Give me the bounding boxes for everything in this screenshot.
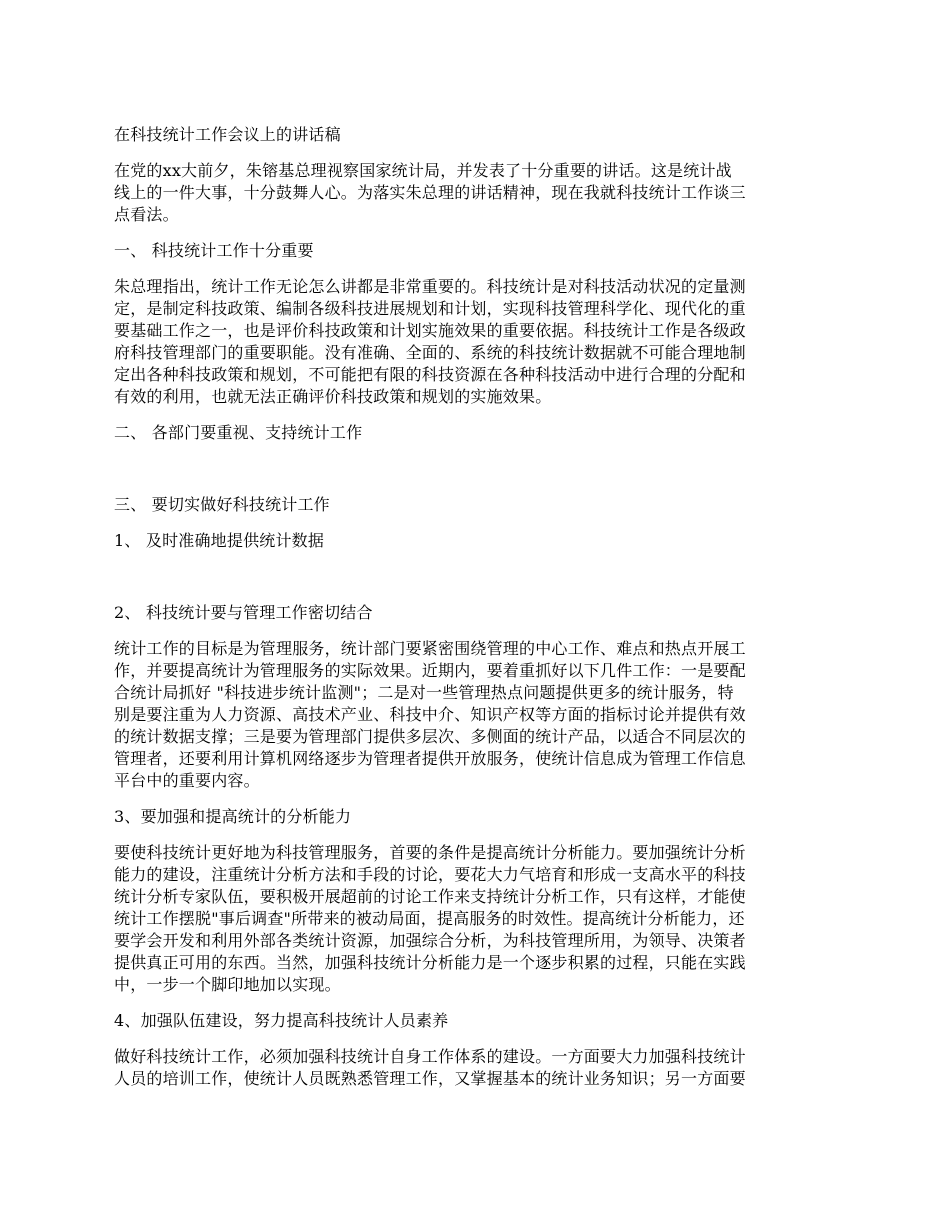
item2-heading: 2、 科技统计要与管理工作密切结合 <box>114 603 373 622</box>
section3-heading: 三、 要切实做好科技统计工作 <box>114 495 330 514</box>
text-line: 统计工作的目标是为管理服务，统计部门要紧密围绕管理的中心工作、难点和热点开展工 <box>114 639 746 658</box>
item3-heading: 3、要加强和提高统计的分析能力 <box>114 807 352 826</box>
text-line: 统计工作摆脱"事后调查"所带来的被动局面，提高服务的时效性。提高统计分析能力，还 <box>114 909 745 928</box>
text-line: 别是要注重为人力资源、高技术产业、科技中介、知识产权等方面的指标讨论并提供有效 <box>114 705 746 724</box>
text-line: 在党的xx大前夕，朱镕基总理视察国家统计局，并发表了十分重要的讲话。这是统计战 <box>114 161 732 180</box>
text-line: 合统计局抓好 "科技进步统计监测"；二是对一些管理热点问题提供更多的统计服务，特 <box>114 683 734 702</box>
section1-heading: 一、 科技统计工作十分重要 <box>114 241 314 260</box>
text-line: 平台中的重要内容。 <box>114 771 260 790</box>
text-line: 要学会开发和利用外部各类统计资源，加强综合分析，为科技管理所用，为领导、决策者 <box>114 931 746 950</box>
intro-paragraph <box>114 160 840 226</box>
text-line: 的统计数据支撑；三是要为管理部门提供多层次、多侧面的统计产品，以适合不同层次的 <box>114 727 746 746</box>
text-line: 能力的建设，注重统计分析方法和手段的讨论，要花大力气培育和形成一支高水平的科技 <box>114 865 746 884</box>
text-line: 作，并要提高统计为管理服务的实际效果。近期内，要着重抓好以下几件工作：一是要配 <box>114 661 746 680</box>
item4-paragraph <box>114 1046 840 1090</box>
text-line: 管理者，还要利用计算机网络逐步为管理者提供开放服务，使统计信息成为管理工作信息 <box>114 749 746 768</box>
text-line: 要基础工作之一，也是评价科技政策和计划实施效果的重要依据。科技统计工作是各级政 <box>114 321 746 340</box>
text-line: 有效的利用，也就无法正确评价科技政策和规划的实施效果。 <box>114 387 552 406</box>
text-line: 中，一步一个脚印地加以实现。 <box>114 975 341 994</box>
text-line: 定出各种科技政策和规划，不可能把有限的科技资源在各种科技活动中进行合理的分配和 <box>114 365 746 384</box>
text-line: 提供真正可用的东西。当然，加强科技统计分析能力是一个逐步积累的过程，只能在实践 <box>114 953 746 972</box>
text-line: 人员的培训工作，使统计人员既熟悉管理工作，又掌握基本的统计业务知识；另一方面要 <box>114 1069 746 1088</box>
text-line: 线上的一件大事，十分鼓舞人心。为落实朱总理的讲话精神，现在我就科技统计工作谈三 <box>114 183 746 202</box>
text-line: 定，是制定科技政策、编制各级科技进展规划和计划，实现科技管理科学化、现代化的重 <box>114 299 746 318</box>
section1-paragraph <box>114 276 840 408</box>
text-line: 府科技管理部门的重要职能。没有准确、全面的、系统的科技统计数据就不可能合理地制 <box>114 343 746 362</box>
item4-heading: 4、加强队伍建设，努力提高科技统计人员素养 <box>114 1011 449 1030</box>
section2-heading: 二、 各部门要重视、支持统计工作 <box>114 423 363 442</box>
text-line: 统计分析专家队伍，要积极开展超前的讨论工作来支持统计分析工作，只有这样，才能使 <box>114 887 746 906</box>
text-line: 朱总理指出，统计工作无论怎么讲都是非常重要的。科技统计是对科技活动状况的定量测 <box>114 277 746 296</box>
text-line: 点看法。 <box>114 205 179 224</box>
document-title: 在科技统计工作会议上的讲话稿 <box>114 125 341 144</box>
text-line: 做好科技统计工作，必须加强科技统计自身工作体系的建设。一方面要大力加强科技统计 <box>114 1047 746 1066</box>
item1-heading: 1、 及时准确地提供统计数据 <box>114 531 325 550</box>
item2-paragraph <box>114 638 840 792</box>
text-line: 要使科技统计更好地为科技管理服务，首要的条件是提高统计分析能力。要加强统计分析 <box>114 843 746 862</box>
document-content <box>114 124 840 1104</box>
item3-paragraph <box>114 842 840 996</box>
